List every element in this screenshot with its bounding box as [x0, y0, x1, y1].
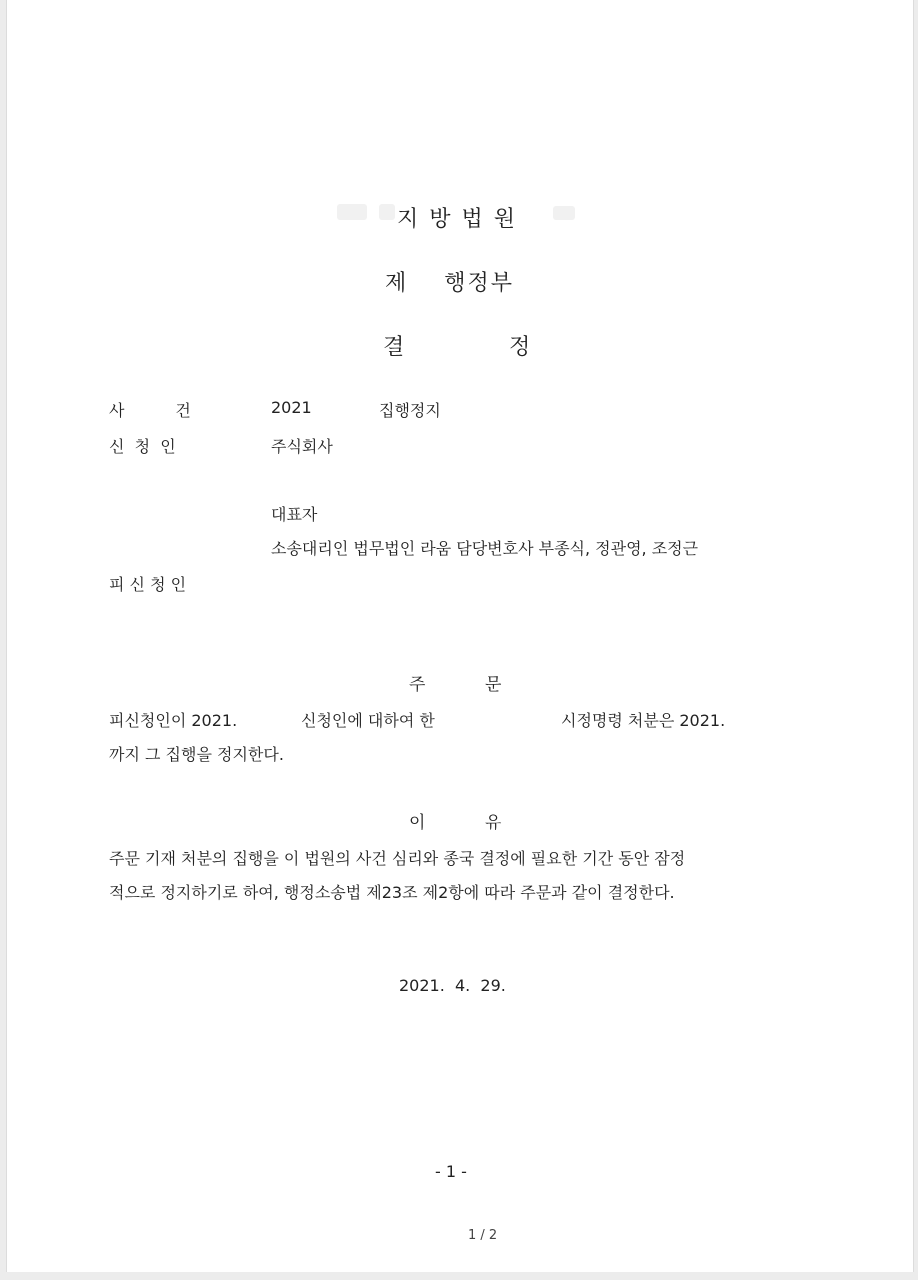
order-line1-part2: 신청인에 대하여 한: [301, 711, 435, 730]
redaction-mark: [337, 204, 367, 220]
case-label: 사 건: [109, 401, 191, 420]
decision-date: 2021. 4. 29.: [399, 976, 506, 995]
document-type-right: 정: [509, 335, 533, 360]
document-type-left: 결: [383, 335, 407, 360]
reason-line1: 주문 기재 처분의 집행을 이 법원의 사건 심리와 종국 결정에 필요한 기간 동안 잠정: [109, 849, 686, 868]
case-type: 집행정지: [379, 401, 441, 420]
viewer-page-indicator: 1 / 2: [468, 1228, 498, 1243]
respondent-label: 피 신 청 인: [109, 575, 187, 594]
applicant-label: 신 청 인: [109, 437, 176, 456]
applicant-company: 주식회사: [271, 437, 333, 456]
page-number: - 1 -: [435, 1162, 467, 1181]
court-name: 지 방 법 원: [397, 207, 517, 232]
redaction-mark: [379, 204, 395, 220]
reason-heading-left: 이: [409, 813, 426, 833]
counsel-line: 소송대리인 법무법인 라움 담당변호사 부종식, 정관영, 조정근: [271, 539, 699, 558]
order-heading-right: 문: [485, 675, 502, 695]
order-heading-left: 주: [409, 675, 426, 695]
order-line1-part3: 시정명령 처분은 2021.: [561, 711, 726, 730]
redaction-mark: [553, 206, 575, 220]
reason-line2: 적으로 정지하기로 하여, 행정소송법 제23조 제2항에 따라 주문과 같이 결정한다.: [109, 883, 675, 902]
document-page: [6, 0, 914, 1272]
case-year: 2021: [271, 398, 312, 417]
representative-label: 대표자: [271, 505, 318, 524]
court-division: 제 행정부: [385, 271, 514, 296]
reason-heading-right: 유: [485, 813, 502, 833]
order-line2: 까지 그 집행을 정지한다.: [109, 745, 284, 764]
order-line1-part1: 피신청인이 2021.: [109, 711, 238, 730]
